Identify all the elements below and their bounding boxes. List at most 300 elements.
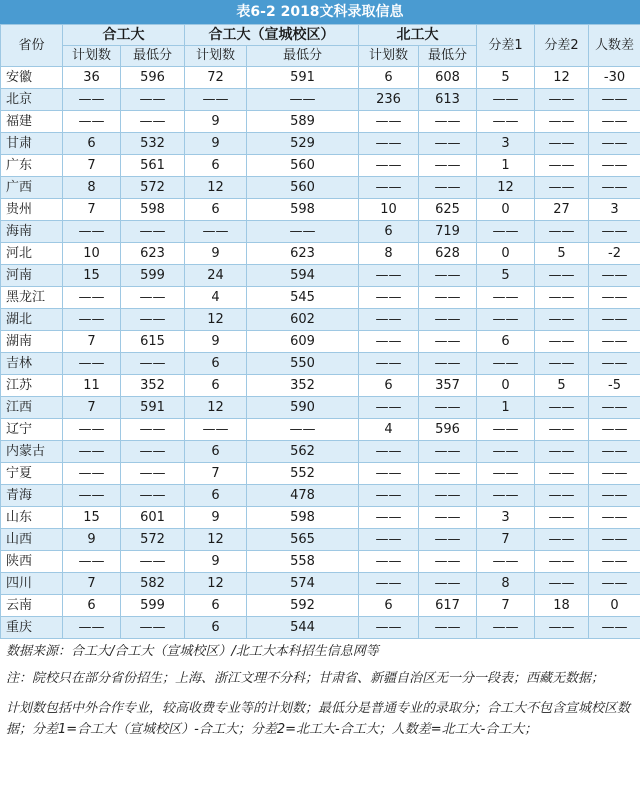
cell-bgd-min: 617 — [419, 595, 477, 617]
cell-province: 山东 — [1, 507, 63, 529]
cell-bgd-min: 719 — [419, 221, 477, 243]
cell-hgd-min: —— — [121, 221, 185, 243]
cell-diff1: —— — [477, 309, 535, 331]
cell-hgd-min: —— — [121, 111, 185, 133]
cell-diff1: 1 — [477, 155, 535, 177]
cell-province: 河北 — [1, 243, 63, 265]
cell-bgd-plan: —— — [359, 309, 419, 331]
cell-diff2: —— — [535, 551, 589, 573]
cell-hgd-min: 582 — [121, 573, 185, 595]
cell-xc-min: 598 — [247, 199, 359, 221]
cell-hgd-plan: —— — [63, 89, 121, 111]
cell-bgd-plan: —— — [359, 177, 419, 199]
cell-bgd-plan: 236 — [359, 89, 419, 111]
cell-xc-min: 565 — [247, 529, 359, 551]
cell-xc-plan: 6 — [185, 441, 247, 463]
cell-xc-plan: 24 — [185, 265, 247, 287]
cell-province: 黑龙江 — [1, 287, 63, 309]
table-row — [1, 133, 640, 155]
cell-bgd-plan: 6 — [359, 221, 419, 243]
cell-hgd-min: —— — [121, 551, 185, 573]
cell-xc-min: 609 — [247, 331, 359, 353]
cell-num-diff: 0 — [589, 595, 640, 617]
cell-num-diff: —— — [589, 463, 640, 485]
cell-xc-plan: —— — [185, 221, 247, 243]
header-group-bgd: 北工大 — [359, 25, 477, 46]
cell-num-diff: -2 — [589, 243, 640, 265]
table-row — [1, 287, 640, 309]
cell-xc-plan: 12 — [185, 397, 247, 419]
table-header — [1, 25, 640, 67]
header-hgd-plan: 计划数 — [63, 46, 121, 67]
cell-diff2: 18 — [535, 595, 589, 617]
cell-bgd-min: —— — [419, 133, 477, 155]
table-row — [1, 221, 640, 243]
cell-xc-plan: 12 — [185, 177, 247, 199]
cell-num-diff: —— — [589, 177, 640, 199]
table-row — [1, 265, 640, 287]
cell-num-diff: —— — [589, 485, 640, 507]
cell-province: 青海 — [1, 485, 63, 507]
cell-hgd-plan: 36 — [63, 67, 121, 89]
cell-hgd-min: 572 — [121, 177, 185, 199]
cell-hgd-min: 596 — [121, 67, 185, 89]
cell-diff2: —— — [535, 419, 589, 441]
cell-num-diff: —— — [589, 221, 640, 243]
header-bgd-plan: 计划数 — [359, 46, 419, 67]
cell-xc-plan: —— — [185, 89, 247, 111]
cell-diff2: 27 — [535, 199, 589, 221]
cell-xc-min: 529 — [247, 133, 359, 155]
header-bgd-min: 最低分 — [419, 46, 477, 67]
cell-xc-min: 545 — [247, 287, 359, 309]
table-row — [1, 309, 640, 331]
cell-xc-plan: 6 — [185, 485, 247, 507]
cell-bgd-min: —— — [419, 287, 477, 309]
cell-xc-plan: 12 — [185, 309, 247, 331]
cell-xc-min: 562 — [247, 441, 359, 463]
cell-xc-plan: 7 — [185, 463, 247, 485]
cell-hgd-plan: —— — [63, 419, 121, 441]
cell-hgd-plan: —— — [63, 551, 121, 573]
cell-bgd-min: 613 — [419, 89, 477, 111]
cell-diff2: —— — [535, 89, 589, 111]
cell-diff2: —— — [535, 221, 589, 243]
cell-hgd-plan: —— — [63, 463, 121, 485]
cell-xc-plan: 9 — [185, 331, 247, 353]
cell-diff2: —— — [535, 155, 589, 177]
cell-hgd-plan: 7 — [63, 331, 121, 353]
cell-num-diff: -5 — [589, 375, 640, 397]
cell-province: 内蒙古 — [1, 441, 63, 463]
cell-xc-plan: 4 — [185, 287, 247, 309]
cell-bgd-min: —— — [419, 111, 477, 133]
cell-num-diff: -30 — [589, 67, 640, 89]
cell-xc-min: 592 — [247, 595, 359, 617]
table-row — [1, 397, 640, 419]
cell-diff1: —— — [477, 221, 535, 243]
table-row — [1, 617, 640, 639]
table-body — [1, 67, 640, 639]
cell-xc-min: 589 — [247, 111, 359, 133]
cell-bgd-plan: —— — [359, 573, 419, 595]
cell-xc-min: 352 — [247, 375, 359, 397]
cell-diff1: —— — [477, 441, 535, 463]
cell-hgd-plan: 9 — [63, 529, 121, 551]
table-row — [1, 353, 640, 375]
cell-diff2: —— — [535, 529, 589, 551]
cell-bgd-min: 596 — [419, 419, 477, 441]
cell-xc-plan: 6 — [185, 353, 247, 375]
cell-hgd-min: —— — [121, 617, 185, 639]
cell-hgd-plan: 11 — [63, 375, 121, 397]
cell-province: 宁夏 — [1, 463, 63, 485]
cell-hgd-plan: —— — [63, 617, 121, 639]
cell-diff1: —— — [477, 111, 535, 133]
cell-diff2: —— — [535, 441, 589, 463]
cell-num-diff: —— — [589, 551, 640, 573]
cell-diff2: 5 — [535, 243, 589, 265]
cell-num-diff: —— — [589, 287, 640, 309]
cell-hgd-plan: 7 — [63, 573, 121, 595]
table-row — [1, 419, 640, 441]
cell-bgd-min: —— — [419, 507, 477, 529]
cell-num-diff: —— — [589, 353, 640, 375]
table-row — [1, 177, 640, 199]
header-num-diff: 人数差 — [589, 25, 640, 67]
cell-xc-min: 574 — [247, 573, 359, 595]
cell-xc-min: 623 — [247, 243, 359, 265]
data-source-note: 数据来源：合工大/合工大（宣城校区）/北工大本科招生信息网等 — [6, 644, 379, 659]
cell-hgd-min: —— — [121, 309, 185, 331]
cell-bgd-plan: —— — [359, 111, 419, 133]
cell-hgd-min: 615 — [121, 331, 185, 353]
table-row — [1, 551, 640, 573]
cell-bgd-min: —— — [419, 397, 477, 419]
cell-diff1: —— — [477, 617, 535, 639]
cell-diff1: —— — [477, 485, 535, 507]
cell-bgd-plan: —— — [359, 463, 419, 485]
notes-section — [0, 639, 640, 740]
cell-diff1: 1 — [477, 397, 535, 419]
cell-bgd-min: —— — [419, 155, 477, 177]
cell-diff2: —— — [535, 353, 589, 375]
cell-province: 湖南 — [1, 331, 63, 353]
cell-bgd-min: —— — [419, 551, 477, 573]
admission-table — [0, 24, 640, 639]
cell-bgd-min: —— — [419, 529, 477, 551]
cell-bgd-min: 357 — [419, 375, 477, 397]
header-hgd-min: 最低分 — [121, 46, 185, 67]
cell-xc-min: 558 — [247, 551, 359, 573]
cell-xc-min: 560 — [247, 177, 359, 199]
cell-xc-min: 591 — [247, 67, 359, 89]
cell-bgd-min: —— — [419, 485, 477, 507]
cell-province: 海南 — [1, 221, 63, 243]
cell-province: 北京 — [1, 89, 63, 111]
note-remark: 注：院校只在部分省份招生；上海、浙江文理不分科；甘肃省、新疆自治区无一分一段表；西藏无数据； — [6, 671, 605, 686]
cell-bgd-plan: 4 — [359, 419, 419, 441]
cell-province: 重庆 — [1, 617, 63, 639]
cell-xc-min: —— — [247, 89, 359, 111]
cell-hgd-min: 561 — [121, 155, 185, 177]
cell-hgd-min: —— — [121, 441, 185, 463]
cell-hgd-plan: 15 — [63, 265, 121, 287]
header-group-hgd: 合工大 — [63, 25, 185, 46]
cell-xc-plan: 9 — [185, 507, 247, 529]
cell-diff1: —— — [477, 89, 535, 111]
header-diff1: 分差1 — [477, 25, 535, 67]
cell-num-diff: —— — [589, 155, 640, 177]
cell-bgd-plan: 10 — [359, 199, 419, 221]
cell-xc-plan: 12 — [185, 573, 247, 595]
cell-num-diff: —— — [589, 507, 640, 529]
table-row — [1, 375, 640, 397]
cell-hgd-min: —— — [121, 353, 185, 375]
cell-hgd-plan: —— — [63, 111, 121, 133]
cell-diff2: —— — [535, 397, 589, 419]
cell-xc-min: 478 — [247, 485, 359, 507]
cell-diff1: 0 — [477, 375, 535, 397]
cell-bgd-min: —— — [419, 353, 477, 375]
cell-hgd-plan: —— — [63, 353, 121, 375]
cell-hgd-plan: 7 — [63, 199, 121, 221]
cell-province: 吉林 — [1, 353, 63, 375]
cell-diff2: —— — [535, 485, 589, 507]
cell-bgd-plan: —— — [359, 441, 419, 463]
table-row — [1, 155, 640, 177]
cell-bgd-min: —— — [419, 265, 477, 287]
cell-bgd-plan: —— — [359, 397, 419, 419]
cell-hgd-plan: 6 — [63, 595, 121, 617]
cell-diff2: —— — [535, 463, 589, 485]
cell-hgd-min: —— — [121, 463, 185, 485]
cell-xc-plan: 6 — [185, 617, 247, 639]
cell-hgd-min: 601 — [121, 507, 185, 529]
cell-province: 湖北 — [1, 309, 63, 331]
table-row — [1, 441, 640, 463]
cell-xc-min: 594 — [247, 265, 359, 287]
cell-bgd-min: —— — [419, 331, 477, 353]
cell-xc-plan: 9 — [185, 111, 247, 133]
cell-num-diff: —— — [589, 419, 640, 441]
cell-diff1: 7 — [477, 595, 535, 617]
cell-num-diff: —— — [589, 573, 640, 595]
cell-xc-min: 598 — [247, 507, 359, 529]
cell-xc-min: —— — [247, 419, 359, 441]
cell-diff1: 3 — [477, 133, 535, 155]
cell-diff2: —— — [535, 111, 589, 133]
cell-bgd-plan: 6 — [359, 595, 419, 617]
table-row — [1, 463, 640, 485]
cell-bgd-min: —— — [419, 309, 477, 331]
cell-hgd-min: —— — [121, 485, 185, 507]
cell-xc-plan: 72 — [185, 67, 247, 89]
cell-bgd-min: —— — [419, 617, 477, 639]
cell-bgd-plan: 6 — [359, 67, 419, 89]
cell-hgd-min: —— — [121, 287, 185, 309]
cell-bgd-plan: —— — [359, 265, 419, 287]
cell-xc-min: 602 — [247, 309, 359, 331]
cell-bgd-plan: —— — [359, 507, 419, 529]
cell-diff1: 6 — [477, 331, 535, 353]
cell-diff1: 8 — [477, 573, 535, 595]
cell-xc-min: 590 — [247, 397, 359, 419]
cell-xc-min: 550 — [247, 353, 359, 375]
cell-province: 江西 — [1, 397, 63, 419]
header-xc-min: 最低分 — [247, 46, 359, 67]
cell-diff2: —— — [535, 177, 589, 199]
table-title: 表6-2 2018文科录取信息 — [0, 0, 640, 24]
cell-diff1: —— — [477, 551, 535, 573]
cell-diff2: —— — [535, 573, 589, 595]
cell-num-diff: —— — [589, 441, 640, 463]
cell-province: 广东 — [1, 155, 63, 177]
cell-province: 云南 — [1, 595, 63, 617]
cell-xc-plan: 9 — [185, 133, 247, 155]
cell-hgd-plan: —— — [63, 287, 121, 309]
cell-xc-plan: 6 — [185, 375, 247, 397]
cell-bgd-plan: —— — [359, 353, 419, 375]
cell-province: 辽宁 — [1, 419, 63, 441]
cell-diff1: —— — [477, 353, 535, 375]
cell-xc-plan: 6 — [185, 155, 247, 177]
cell-bgd-min: —— — [419, 441, 477, 463]
cell-xc-plan: —— — [185, 419, 247, 441]
cell-diff2: —— — [535, 287, 589, 309]
header-province: 省份 — [1, 25, 63, 67]
table-row — [1, 529, 640, 551]
cell-num-diff: —— — [589, 397, 640, 419]
cell-hgd-min: 352 — [121, 375, 185, 397]
cell-bgd-plan: 6 — [359, 375, 419, 397]
cell-bgd-min: 625 — [419, 199, 477, 221]
cell-hgd-min: 599 — [121, 265, 185, 287]
table-row — [1, 67, 640, 89]
cell-province: 安徽 — [1, 67, 63, 89]
cell-diff1: —— — [477, 287, 535, 309]
cell-hgd-min: 623 — [121, 243, 185, 265]
cell-diff1: 3 — [477, 507, 535, 529]
cell-diff1: 0 — [477, 199, 535, 221]
cell-hgd-plan: 15 — [63, 507, 121, 529]
cell-bgd-min: —— — [419, 573, 477, 595]
cell-province: 四川 — [1, 573, 63, 595]
cell-hgd-min: 599 — [121, 595, 185, 617]
cell-bgd-plan: —— — [359, 155, 419, 177]
cell-xc-plan: 9 — [185, 243, 247, 265]
cell-hgd-plan: 10 — [63, 243, 121, 265]
cell-num-diff: —— — [589, 89, 640, 111]
cell-hgd-plan: 8 — [63, 177, 121, 199]
cell-diff2: —— — [535, 133, 589, 155]
table-row — [1, 111, 640, 133]
header-diff2: 分差2 — [535, 25, 589, 67]
cell-hgd-min: —— — [121, 419, 185, 441]
cell-hgd-min: 598 — [121, 199, 185, 221]
cell-diff2: 12 — [535, 67, 589, 89]
cell-hgd-plan: —— — [63, 441, 121, 463]
cell-bgd-plan: —— — [359, 331, 419, 353]
cell-bgd-plan: —— — [359, 551, 419, 573]
cell-hgd-plan: 7 — [63, 155, 121, 177]
cell-diff1: 5 — [477, 67, 535, 89]
cell-xc-plan: 6 — [185, 199, 247, 221]
cell-province: 贵州 — [1, 199, 63, 221]
cell-diff2: —— — [535, 331, 589, 353]
cell-hgd-plan: —— — [63, 485, 121, 507]
cell-bgd-min: —— — [419, 463, 477, 485]
header-group-xuancheng: 合工大（宣城校区） — [185, 25, 359, 46]
table-row — [1, 485, 640, 507]
table-row — [1, 243, 640, 265]
cell-bgd-min: 608 — [419, 67, 477, 89]
cell-xc-min: 560 — [247, 155, 359, 177]
cell-hgd-min: 591 — [121, 397, 185, 419]
cell-province: 福建 — [1, 111, 63, 133]
cell-bgd-min: —— — [419, 177, 477, 199]
cell-xc-plan: 6 — [185, 595, 247, 617]
cell-diff1: 5 — [477, 265, 535, 287]
cell-xc-min: —— — [247, 221, 359, 243]
cell-diff1: —— — [477, 419, 535, 441]
cell-hgd-min: 572 — [121, 529, 185, 551]
cell-num-diff: 3 — [589, 199, 640, 221]
table-row — [1, 573, 640, 595]
cell-province: 广西 — [1, 177, 63, 199]
cell-diff1: 12 — [477, 177, 535, 199]
cell-bgd-plan: —— — [359, 485, 419, 507]
cell-diff1: 7 — [477, 529, 535, 551]
cell-province: 河南 — [1, 265, 63, 287]
cell-num-diff: —— — [589, 111, 640, 133]
table-row — [1, 89, 640, 111]
cell-num-diff: —— — [589, 617, 640, 639]
cell-hgd-min: 532 — [121, 133, 185, 155]
cell-province: 甘肃 — [1, 133, 63, 155]
cell-bgd-plan: —— — [359, 529, 419, 551]
cell-bgd-plan: 8 — [359, 243, 419, 265]
cell-hgd-plan: —— — [63, 221, 121, 243]
cell-num-diff: —— — [589, 529, 640, 551]
cell-bgd-plan: —— — [359, 133, 419, 155]
cell-xc-min: 544 — [247, 617, 359, 639]
table-row — [1, 199, 640, 221]
cell-diff2: —— — [535, 309, 589, 331]
cell-num-diff: —— — [589, 309, 640, 331]
cell-xc-plan: 9 — [185, 551, 247, 573]
cell-province: 山西 — [1, 529, 63, 551]
cell-xc-min: 552 — [247, 463, 359, 485]
cell-num-diff: —— — [589, 331, 640, 353]
cell-num-diff: —— — [589, 265, 640, 287]
cell-diff2: —— — [535, 507, 589, 529]
cell-province: 江苏 — [1, 375, 63, 397]
cell-hgd-min: —— — [121, 89, 185, 111]
cell-num-diff: —— — [589, 133, 640, 155]
cell-diff2: —— — [535, 617, 589, 639]
cell-hgd-plan: 7 — [63, 397, 121, 419]
table-row — [1, 595, 640, 617]
table-row — [1, 507, 640, 529]
cell-diff2: 5 — [535, 375, 589, 397]
cell-bgd-plan: —— — [359, 617, 419, 639]
cell-hgd-plan: 6 — [63, 133, 121, 155]
note-definitions: 计划数包括中外合作专业，较高收费专业等的计划数；最低分是普通专业的录取分；合工大不包含宣城校区数据；分差1=合工大（宣城校区）-合工大；分差2=北工大-合工大；人数差=北工大-合工大； — [6, 701, 631, 737]
cell-diff1: 0 — [477, 243, 535, 265]
cell-diff1: —— — [477, 463, 535, 485]
cell-bgd-min: 628 — [419, 243, 477, 265]
